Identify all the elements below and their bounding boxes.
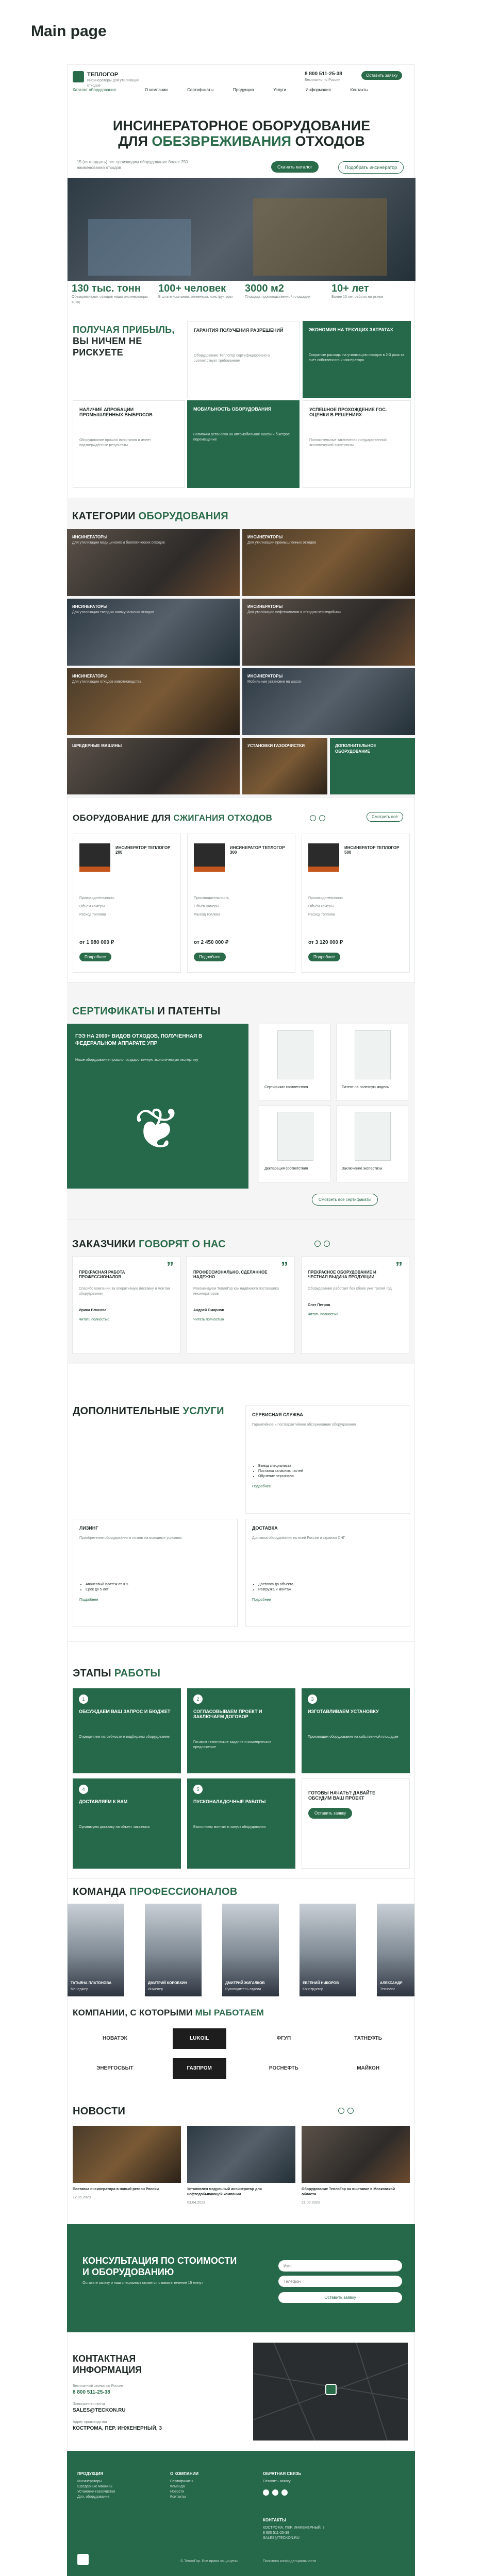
stat-item: 130 тыс. тонн Обезвреживают отходов наши инсинераторы в год xyxy=(72,283,148,304)
reviews-section xyxy=(67,1219,415,1364)
certificate-doc[interactable]: Патент на полезную модель xyxy=(336,1024,408,1101)
category-card[interactable]: ИНСИНЕРАТОРЫ Для утилизации медицинских и биологических отходов xyxy=(67,529,240,596)
step-card: 2 СОГЛАСОВЫВАЕМ ПРОЕКТ И ЗАКЛЮЧАЕМ ДОГОВОР Готовим техническое задание и коммерческое предложение xyxy=(187,1688,295,1773)
news-title: НОВОСТИ xyxy=(73,2106,126,2117)
nav-about[interactable]: О компании xyxy=(145,88,168,92)
arrow-right-icon[interactable] xyxy=(324,1241,330,1247)
service-card: ЛИЗИНГ Приобретение оборудования в лизинг на выгодных условиях • Авансовый платёж от 0% • Срок до 5 лет Подробнее xyxy=(73,1519,238,1627)
step-card: 4 ДОСТАВЛЯЕМ К ВАМ Организуем доставку на объект заказчика xyxy=(73,1778,181,1869)
hero-section xyxy=(67,96,415,302)
product-image xyxy=(79,843,110,872)
certificates-banner: ГЭЭ НА 2000+ ВИДОВ ОТХОДОВ, ПОЛУЧЕННАЯ В ФЕДЕРАЛЬНОМ АППАРАТЕ УПР Наше оборудование прошло государственную экологическую экспертизу ❦ xyxy=(67,1024,248,1189)
footer-col: О КОМПАНИИ Сертификаты Команда Новости Контакты xyxy=(170,2471,199,2499)
partner-logo: ГАЗПРОМ xyxy=(173,2058,226,2079)
benefit-card-highlight: ЭКОНОМИЯ НА ТЕКУЩИХ ЗАТРАТАХ Сократите расходы на утилизацию отходов в 2-3 раза за счёт собственного инсинератора xyxy=(303,321,411,398)
consult-section xyxy=(67,2224,415,2332)
service-more-link[interactable]: Подробнее xyxy=(252,1485,271,1488)
team-section xyxy=(67,1879,415,1997)
partner-logo: РОСНЕФТЬ xyxy=(269,2065,298,2071)
team-title: КОМАНДА ПРОФЕССИОНАЛОВ xyxy=(73,1886,238,1897)
product-card[interactable]: ИНСИНЕРАТОР ТЕПЛОГОР 300 Производительность Объём камеры Расход топлива от 2 450 000 ₽ Подробнее xyxy=(187,834,295,973)
hero-select-button[interactable]: Подобрать инсинератор xyxy=(338,161,404,174)
services-title: ДОПОЛНИТЕЛЬНЫЕ УСЛУГИ xyxy=(73,1405,224,1417)
arrow-right-icon[interactable] xyxy=(319,815,325,821)
partner-logo: НОВАТЭК xyxy=(102,2036,127,2041)
burning-title: ОБОРУДОВАНИЕ ДЛЯ СЖИГАНИЯ ОТХОДОВ xyxy=(73,813,273,823)
steps-title: ЭТАПЫ РАБОТЫ xyxy=(73,1668,161,1679)
review-more-link[interactable]: Читать полностью xyxy=(308,1313,339,1316)
partner-logo: LUKOIL xyxy=(173,2028,226,2049)
category-card[interactable]: ИНСИНЕРАТОРЫ Для утилизации твердых коммунальных отходов xyxy=(67,599,240,666)
step-card: 3 ИЗГОТАВЛИВАЕМ УСТАНОВКУ Производим оборудование на собственной площадке xyxy=(302,1688,410,1773)
slider-controls xyxy=(314,1241,330,1247)
product-detail-button[interactable]: Подробнее xyxy=(308,953,340,961)
steps-section xyxy=(67,1642,415,1879)
categories-section xyxy=(67,498,415,797)
phone-input[interactable] xyxy=(278,2276,402,2287)
page-label: Main page xyxy=(31,23,107,40)
news-card[interactable]: Оборудование ТеплоГор на выставке в Московской области 21.03.2023 xyxy=(302,2126,410,2206)
benefits-title: ПОЛУЧАЯ ПРИБЫЛЬ, ВЫ НИЧЕМ НЕ РИСКУЕТЕ xyxy=(73,325,175,358)
partner-logo: ЭНЕРГОСБЫТ xyxy=(96,2065,134,2071)
map[interactable] xyxy=(253,2343,408,2441)
certificate-doc[interactable]: Декларация соответствия xyxy=(259,1105,331,1182)
contacts-section: КОНТАКТНАЯ ИНФОРМАЦИЯ Бесплатный звонок по России 8 800 511-25-38 Электронная почта SALES@TECKON.RU Адрес производства КОСТРОМА, ПЕР. ИНЖЕНЕРНЫЙ, 3 xyxy=(67,2332,415,2451)
news-section xyxy=(67,2090,415,2224)
benefit-card: ГАРАНТИЯ ПОЛУЧЕНИЯ РАЗРЕШЕНИЙ Оборудование ТеплоГор сертифицировано и соответствует требованиям xyxy=(187,321,300,398)
logo-text[interactable]: ТЕПЛОГОР xyxy=(87,72,119,78)
logo-subtitle: Инсинераторы для утилизации отходов xyxy=(87,79,140,88)
team-carousel xyxy=(68,1904,415,1996)
quote-icon: ” xyxy=(167,1259,174,1275)
team-member: ДМИТРИЙ КОРОБКИН Инженер xyxy=(145,1904,202,1996)
contacts-phone[interactable]: 8 800 511-25-38 xyxy=(73,2389,110,2395)
header-cta-button[interactable]: Оставить заявку xyxy=(361,71,402,80)
partners-title: КОМПАНИИ, С КОТОРЫМИ МЫ РАБОТАЕМ xyxy=(73,2008,264,2018)
footer-logo-icon[interactable] xyxy=(77,2554,89,2565)
logo-icon[interactable] xyxy=(73,71,84,82)
category-card[interactable]: ИНСИНЕРАТОРЫ Для утилизации отходов животноводства xyxy=(67,668,240,735)
product-detail-button[interactable]: Подробнее xyxy=(194,953,226,961)
hero-subtitle: 15 (пятнадцать) лет производим оборудование более 250 наименований отходов xyxy=(77,160,188,170)
burning-section xyxy=(67,797,415,982)
quote-icon: ” xyxy=(395,1259,403,1275)
catalog-link[interactable]: Каталог оборудования xyxy=(73,88,116,92)
product-detail-button[interactable]: Подробнее xyxy=(79,953,111,961)
telegram-icon[interactable] xyxy=(272,2489,278,2496)
certificates-section xyxy=(67,982,415,1219)
main-nav xyxy=(145,88,368,92)
consult-title: КОНСУЛЬТАЦИЯ ПО СТОИМОСТИ И ОБОРУДОВАНИЮ xyxy=(82,2256,237,2277)
team-member: ДМИТРИЙ ЖИГАЛКОВ Руководитель отдела xyxy=(222,1904,279,1996)
consult-submit-button[interactable]: Оставить заявку xyxy=(278,2292,402,2303)
slider-controls xyxy=(310,815,325,821)
service-more-link[interactable]: Подробнее xyxy=(79,1598,98,1602)
partner-logo: ТАТНЕФТЬ xyxy=(354,2036,382,2041)
product-image xyxy=(194,843,225,872)
nav-info[interactable]: Информация xyxy=(305,88,331,92)
arrow-left-icon[interactable] xyxy=(338,2108,344,2114)
slider-controls xyxy=(338,2108,354,2114)
footer-col: КОНТАКТЫ КОСТРОМА, ПЕР. ИНЖЕНЕРНЫЙ, 3 8 800 511-25-38 SALES@TECKON.RU xyxy=(263,2518,325,2540)
map-pin-icon[interactable] xyxy=(325,2384,337,2395)
header-phone[interactable]: 8 800 511-25-38 xyxy=(305,71,342,77)
service-card: ДОСТАВКА Доставка оборудования по всей России и странам СНГ • Доставка до объекта • Разгрузка и монтаж Подробнее xyxy=(245,1519,410,1627)
partner-logo: МАЙКОН xyxy=(357,2065,380,2071)
stat-item: 100+ человек В штате компании, инженеры, конструкторы xyxy=(158,283,233,299)
arrow-right-icon[interactable] xyxy=(347,2108,354,2114)
benefits-section xyxy=(67,302,415,498)
emblem-icon: ❦ xyxy=(133,1097,181,1161)
services-section xyxy=(67,1364,415,1642)
team-member: ЕВГЕНИЙ НИКОРОВ Конструктор xyxy=(300,1904,356,1996)
arrow-left-icon[interactable] xyxy=(314,1241,321,1247)
service-card: СЕРВИСНАЯ СЛУЖБА Гарантийное и постгарантийное обслуживание оборудования • Выезд специалиста • Поставка запасных частей • Обучение персонала Подробнее xyxy=(245,1405,410,1514)
review-card: ” ПРЕКРАСНАЯ РАБОТА ПРОФЕССИОНАЛОВ Спасибо компании за оперативную поставку и монтаж оборудования Ирина Власова Читать полностью xyxy=(72,1256,180,1354)
step-card: 5 ПУСКОНАЛАДОЧНЫЕ РАБОТЫ Выполняем монтаж и запуск оборудования xyxy=(187,1778,295,1869)
nav-services[interactable]: Услуги xyxy=(273,88,286,92)
benefit-card: УСПЕШНОЕ ПРОХОЖДЕНИЕ ГОС. ОЦЕНКИ В РЕШЕНИЯХ Положительные заключения государственной экологической экспертизы xyxy=(303,400,411,488)
contacts-email[interactable]: SALES@TECKON.RU xyxy=(73,2408,126,2413)
partners-section xyxy=(67,1997,415,2090)
contacts-address: КОСТРОМА, ПЕР. ИНЖЕНЕРНЫЙ, 3 xyxy=(73,2426,162,2431)
product-card[interactable]: ИНСИНЕРАТОР ТЕПЛОГОР 200 Производительность Объём камеры Расход топлива от 1 980 000 ₽ Подробнее xyxy=(73,834,181,973)
review-card: ” ПРОФЕССИОНАЛЬНО, СДЕЛАННОЕ НАДЕЖНО Рекомендуем ТеплоГор как надёжного поставщика инсинераторов Андрей Смирнов Читать полностью xyxy=(187,1256,295,1354)
category-card[interactable]: ИНСИНЕРАТОРЫ Для утилизации промышленных отходов xyxy=(242,529,415,596)
quote-icon: ” xyxy=(281,1259,288,1275)
certificate-doc[interactable]: Заключение экспертизы xyxy=(336,1105,408,1182)
hero-stats xyxy=(68,283,415,305)
category-card[interactable]: ШРЕДЕРНЫЕ МАШИНЫ xyxy=(67,738,240,794)
all-products-link[interactable]: Смотреть всё xyxy=(367,812,403,822)
step-cta-button[interactable]: Оставить заявку xyxy=(308,1808,352,1819)
product-image xyxy=(308,843,339,872)
partner-logo: ФГУП xyxy=(276,2036,291,2041)
nav-certificates[interactable]: Сертификаты xyxy=(187,88,214,92)
hero-title-line2: ДЛЯ ОБЕЗВРЕЖИВАНИЯ ОТХОДОВ xyxy=(118,133,365,149)
benefit-card: НАЛИЧИЕ АПРОБАЦИИ ПРОМЫШЛЕННЫХ ВЫБРОСОВ Оборудование прошло испытания и имеет подтверждённые результаты xyxy=(73,400,185,488)
vk-icon[interactable] xyxy=(263,2489,269,2496)
product-card[interactable]: ИНСИНЕРАТОР ТЕПЛОГОР 500 Производительность Объём камеры Расход топлива от 3 120 000 ₽ Подробнее xyxy=(302,834,410,973)
nav-products[interactable]: Продукция xyxy=(233,88,254,92)
consult-text: Оставьте заявку и наш специалист свяжется с вами в течение 15 минут xyxy=(82,2281,203,2285)
category-card[interactable]: ИНСИНЕРАТОРЫ Мобильные установки на шасси xyxy=(242,668,415,735)
category-card-highlight[interactable]: ДОПОЛНИТЕЛЬНОЕ ОБОРУДОВАНИЕ xyxy=(330,738,415,794)
site-header xyxy=(67,64,415,96)
step-cta-card: ГОТОВЫ НАЧАТЬ? ДАВАЙТЕ ОБСУДИМ ВАШ ПРОЕКТ Оставить заявку xyxy=(302,1778,410,1869)
nav-contacts[interactable]: Контакты xyxy=(350,88,369,92)
name-input[interactable] xyxy=(278,2260,402,2272)
hero-title-line1: ИНСИНЕРАТОРНОЕ ОБОРУДОВАНИЕ xyxy=(112,118,371,133)
news-card[interactable]: Поставка инсинератора в новый регион России 12.05.2023 xyxy=(73,2126,181,2200)
review-more-link[interactable]: Читать полностью xyxy=(79,1318,110,1321)
whatsapp-icon[interactable] xyxy=(281,2489,288,2496)
team-member: АЛЕКСАНДР Технолог xyxy=(377,1904,415,1996)
category-card[interactable]: ИНСИНЕРАТОРЫ Для утилизации нефтешламов и отходов нефтедобычи xyxy=(242,599,415,666)
stat-item: 3000 м2 Площадь производственной площадки xyxy=(245,283,310,299)
review-card: ” ПРЕКРАСНОЕ ОБОРУДОВАНИЕ И ЧЕСТНАЯ ВЫДАЧА ПРОДУКЦИИ Оборудование работает без сбоев уже третий год Олег Петров Читать полностью xyxy=(301,1256,409,1354)
footer-policy-link[interactable]: Политика конфиденциальности xyxy=(263,2560,317,2563)
reviews-title: ЗАКАЗЧИКИ ГОВОРЯТ О НАС xyxy=(72,1239,226,1250)
categories-title: КАТЕГОРИИ ОБОРУДОВАНИЯ xyxy=(72,511,228,522)
arrow-left-icon[interactable] xyxy=(310,815,316,821)
site-footer xyxy=(67,2451,415,2576)
team-member: ТАТЬЯНА ПЛАТОНОВА Менеджер xyxy=(68,1904,124,1996)
category-card[interactable]: УСТАНОВКИ ГАЗООЧИСТКИ xyxy=(242,738,327,794)
hero-title xyxy=(68,118,415,149)
footer-col: ПРОДУКЦИЯ Инсинераторы Шредерные машины Установки газоочистки Доп. оборудование xyxy=(77,2471,115,2499)
review-more-link[interactable]: Читать полностью xyxy=(193,1318,224,1321)
social-icons xyxy=(263,2489,335,2496)
contacts-title: КОНТАКТНАЯ ИНФОРМАЦИЯ xyxy=(73,2353,142,2375)
benefit-card-highlight: МОБИЛЬНОСТЬ ОБОРУДОВАНИЯ Возможна установка на автомобильное шасси и быстрое перемещение xyxy=(187,400,300,488)
header-phone-hint: Бесплатно по России xyxy=(305,78,341,82)
certificate-doc[interactable]: Сертификат соответствия xyxy=(259,1024,331,1101)
all-certificates-button[interactable]: Смотреть все сертификаты xyxy=(312,1194,378,1206)
step-card: 1 ОБСУЖДАЕМ ВАШ ЗАПРОС И БЮДЖЕТ Определяем потребности и подбираем оборудование xyxy=(73,1688,181,1773)
stat-item: 10+ лет Более 10 лет работы на рынке xyxy=(331,283,384,299)
certificates-title: СЕРТИФИКАТЫ И ПАТЕНТЫ xyxy=(72,1006,221,1017)
service-more-link[interactable]: Подробнее xyxy=(252,1598,271,1602)
footer-copyright: © ТеплоГор. Все права защищены xyxy=(180,2560,239,2563)
footer-col: ОБРАТНАЯ СВЯЗЬ Оставить заявку xyxy=(263,2471,335,2496)
hero-download-button[interactable]: Скачать каталог xyxy=(271,161,319,173)
hero-factory-photo xyxy=(68,178,415,281)
news-card[interactable]: Установлен модульный инсинератор для нефтедобывающей компании 03.04.2023 xyxy=(187,2126,295,2206)
partner-logos xyxy=(73,2028,410,2079)
